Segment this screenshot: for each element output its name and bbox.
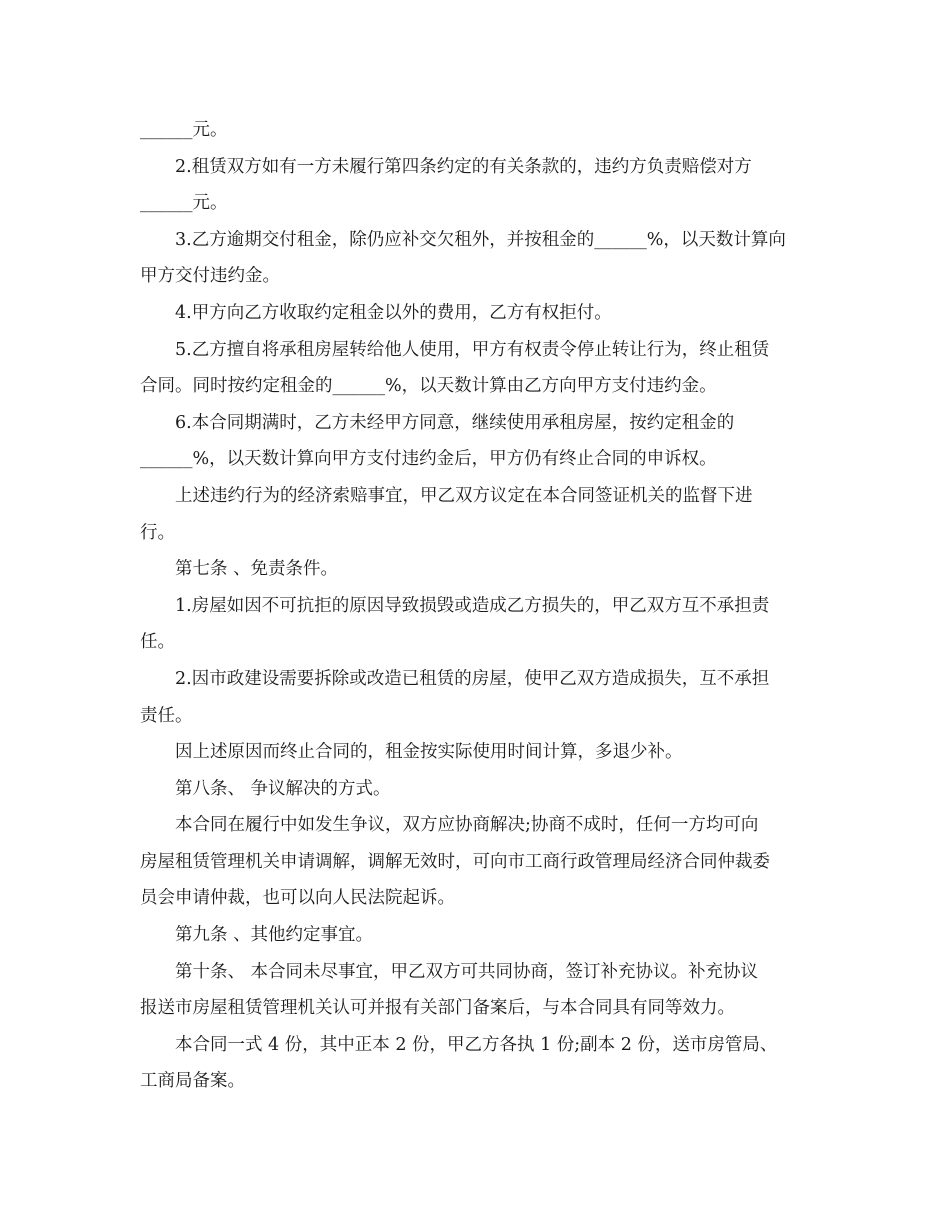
document-line: 因上述原因而终止合同的，租金按实际使用时间计算，多退少补。	[175, 742, 683, 763]
document-line: 本合同在履行中如发生争议，双方应协商解决;协商不成时，任何一方均可向	[175, 815, 759, 836]
document-line: 责任。	[140, 705, 193, 726]
document-line: 行。	[140, 522, 175, 543]
document-line: 员会申请仲裁，也可以向人民法院起诉。	[140, 888, 455, 909]
document-line: 第七条 、免责条件。	[175, 559, 339, 580]
document-line: 任。	[140, 632, 175, 653]
document-line: 工商局备案。	[140, 1071, 245, 1092]
document-line: 6.本合同期满时，乙方未经甲方同意，继续使用承租房屋，按约定租金的	[175, 412, 735, 433]
document-line: 1.房屋如因不可抗拒的原因导致损毁或造成乙方损失的，甲乙双方互不承担责	[175, 595, 770, 616]
document-line: ______%，以天数计算向甲方支付违约金后，甲方仍有终止合同的申诉权。	[140, 449, 717, 470]
document-body	[140, 112, 812, 1100]
document-line: 第八条、 争议解决的方式。	[175, 778, 391, 799]
document-line: ______元。	[140, 120, 228, 140]
document-line: 本合同一式 4 份，其中正本 2 份，甲乙方各执 1 份;副本 2 份，送市房管局、	[175, 1034, 778, 1055]
document-line: 甲方交付违约金。	[140, 266, 280, 287]
document-line: 第九条 、其他约定事宜。	[175, 925, 374, 946]
document-line: 上述违约行为的经济索赔事宜，甲乙双方议定在本合同签证机关的监督下进	[175, 485, 753, 506]
document-line: 报送市房屋租赁管理机关认可并报有关部门备案后，与本合同具有同等效力。	[140, 998, 735, 1019]
document-line: 2.因市政建设需要拆除或改造已租赁的房屋，使甲乙双方造成损失，互不承担	[175, 668, 770, 689]
document-line: 3.乙方逾期交付租金，除仍应补交欠租外，并按租金的______%，以天数计算向	[175, 229, 786, 250]
document-line: 5.乙方擅自将承租房屋转给他人使用，甲方有权责令停止转让行为，终止租赁	[175, 339, 770, 360]
document-line: 2.租赁双方如有一方未履行第四条约定的有关条款的，违约方负责赔偿对方	[175, 156, 752, 177]
document-line: 合同。同时按约定租金的______%，以天数计算由乙方向甲方支付违约金。	[140, 376, 717, 397]
document-line: 房屋租赁管理机关申请调解，调解无效时，可向市工商行政管理局经济合同仲裁委	[140, 851, 770, 872]
document-line: 4.甲方向乙方收取约定租金以外的费用，乙方有权拒付。	[175, 302, 612, 323]
document-line: ______元。	[140, 193, 228, 214]
document-line: 第十条、 本合同未尽事宜，甲乙双方可共同协商，签订补充协议。补充协议	[175, 961, 759, 982]
